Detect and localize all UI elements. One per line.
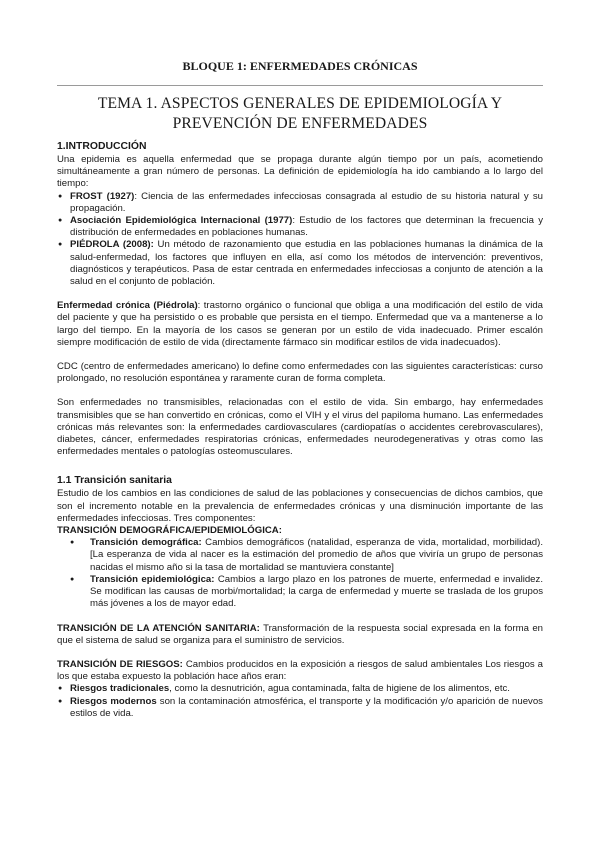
transition-term: Transición epidemiológica: — [90, 573, 215, 585]
risk-term: Riesgos modernos — [70, 695, 157, 707]
tema-title-line-1: TEMA 1. ASPECTOS GENERALES DE EPIDEMIOLOGÍA Y — [97, 95, 503, 112]
chronic-disease-text: : trastorno orgánico o funcional que obliga a una modificación del estilo de vida del paciente y que ha persistido o es probable que persista en el tiempo. Enfermedad que va a mantenerse a lo largo del tiempo. En la mayoría de los casos se generan por un estilo de vida inadecuado. Primer escalón siempre modificación de estilo de vida (directamente fármaco sin modificar estilos de vida inadecuados). — [57, 300, 543, 348]
cdc-paragraph: CDC (centro de enfermedades americano) lo define como enfermedades con las siguientes características: curso prolongado, no resolución espontánea y raramente curan de forma completa. — [57, 361, 543, 385]
list-item — [57, 696, 543, 720]
risk-transition-term: TRANSICIÓN DE RIESGOS: — [57, 658, 183, 670]
transmissible-paragraph: Son enfermedades no transmisibles, relacionadas con el estilo de vida. Sin embargo, hay enfermedades transmisibles que se han convertido en crónicas, como el VIH y el virus del papiloma humano. Las enfermedades crónicas más relevantes son: la enfermedades cardiovasculares (cardiopatías o accidentes cerebrovasculares), diabetes, cáncer, enfermedades respiratorias crónicas, enfermedades neurodegenerativas y otras como las enfermedades mentales o patologías osteomusculares. — [57, 397, 543, 458]
transition-text: Cambios demográficos (natalidad, esperanza de vida, mortalidad, morbilidad). [La esperanza de vida al nacer es la estimación del promedio de años que viviría un grupo de personas nacidas el mismo año si la tasa de mortalidad se mantuviera constante] — [90, 537, 544, 573]
spacer — [57, 647, 543, 659]
spacer — [57, 458, 543, 468]
intro-heading: 1.INTRODUCCIÓN — [57, 141, 147, 152]
chronic-disease-paragraph — [57, 300, 543, 349]
document-page — [57, 0, 543, 720]
spacer — [57, 611, 543, 623]
transition-paragraph: Estudio de los cambios en las condiciones de salud de las poblaciones y consecuencias de dichos cambios, que son el incremento notable en la prevalencia de enfermedades crónicas y una disminución importante de las enfermedades infecciosas. Tres componentes: — [57, 488, 543, 524]
risk-term: Riesgos tradicionales — [70, 683, 170, 695]
list-item — [57, 239, 543, 288]
chronic-disease-term: Enfermedad crónica (Piédrola) — [57, 300, 198, 312]
list-item — [57, 191, 543, 215]
block-title: BLOQUE 1: ENFERMEDADES CRÓNICAS — [182, 59, 418, 73]
list-item — [57, 574, 543, 611]
title-divider — [57, 85, 543, 86]
transition-term: Transición demográfica: — [90, 537, 202, 549]
definition-text: Un método de razonamiento que estudia en las poblaciones humanas la dinámica de la salud-enfermedad, los factores que influyen en ella, así como los métodos de intervención: preventivos, diagnósticos y terapéuticos. Pasa de estar centrada en enfermedades infecciosas a conjunto de atención a la salud en el conjunto de población. — [70, 239, 543, 288]
risk-transition-text: Cambios producidos en la exposición a riesgos de salud ambientales Los riesgos a los que estaba expuesto la población hace años eran: — [57, 658, 543, 683]
epidemiology-definitions-list — [57, 191, 543, 289]
definition-term: FROST (1927) — [70, 190, 135, 202]
definition-text: : Estudio de los factores que determinan la frecuencia y distribución de enfermedades en poblaciones humanas. — [70, 215, 543, 239]
healthcare-transition-text: Transformación de la respuesta social expresada en la forma en que el sistema de salud se organiza para el suministro de servicios. — [57, 622, 543, 646]
transition-heading: 1.1 Transición sanitaria — [57, 475, 172, 487]
risk-text: , como la desnutrición, agua contaminada, falta de higiene de los alimentos, etc. — [169, 683, 510, 695]
risk-text: son la contaminación atmosférica, el transporte y la modificación y/o aparición de nuevos estilos de vida. — [70, 695, 543, 719]
demographic-transition-heading: TRANSICIÓN DEMOGRÁFICA/EPIDEMIOLÓGICA: — [57, 525, 282, 537]
transition-text: Cambios a largo plazo en los patrones de muerte, enfermedad e invalidez. Se modifican las causas de morbi/mortalidad; la carga de enfermedad y muerte se traslada de los grupos más jóvenes a los de mayor edad. — [90, 573, 543, 610]
definition-text: : Ciencia de las enfermedades infecciosas consagrada al estudio de su historia natural y su propagación. — [70, 190, 543, 214]
tema-title-line-2: PREVENCIÓN DE ENFERMEDADES — [172, 115, 428, 132]
intro-paragraph: Una epidemia es aquella enfermedad que se propaga durante algún tiempo por un país, acometiendo simultáneamente a gran número de personas. La definición de epidemiología ha ido cambiando a lo largo del tiempo: — [57, 154, 543, 190]
definition-term: Asociación Epidemiológica Internacional (1977) — [70, 215, 293, 227]
tema-title — [57, 94, 543, 134]
spacer — [57, 349, 543, 361]
list-item — [57, 537, 543, 574]
spacer — [57, 385, 543, 397]
risk-list — [57, 683, 543, 720]
demographic-transition-list — [57, 537, 543, 610]
risk-transition-paragraph — [57, 659, 543, 683]
healthcare-transition-term: TRANSICIÓN DE LA ATENCIÓN SANITARIA: — [57, 622, 260, 634]
spacer — [57, 288, 543, 300]
list-item — [57, 215, 543, 239]
list-item — [57, 683, 543, 695]
healthcare-transition-paragraph — [57, 623, 543, 647]
definition-term: PIÉDROLA (2008): — [70, 239, 154, 251]
